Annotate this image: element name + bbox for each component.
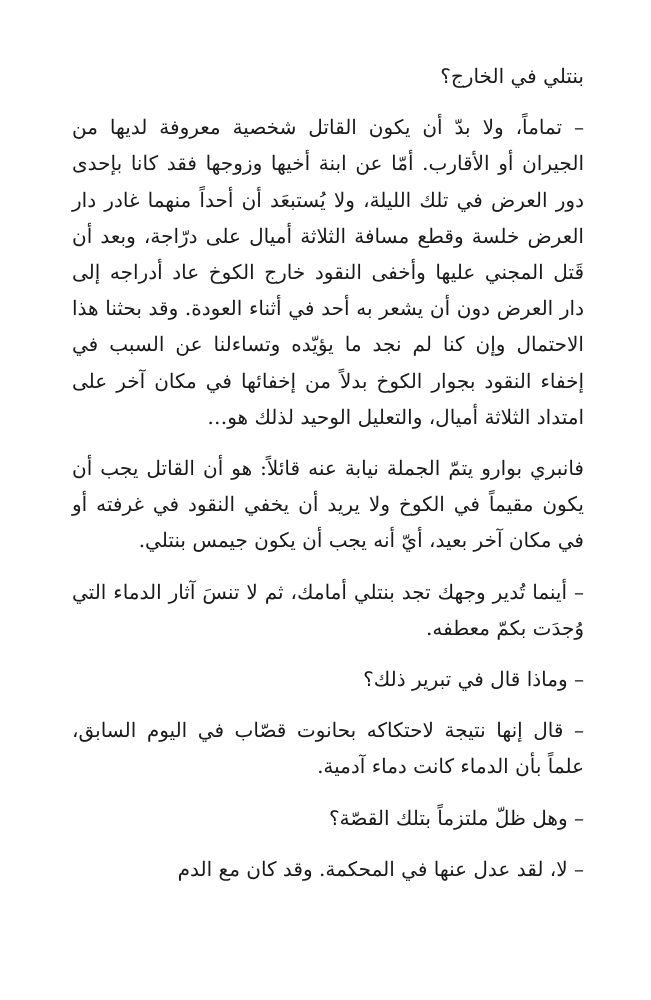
paragraph-1: بنتلي في الخارج؟ <box>440 64 584 88</box>
paragraph-2: – تماماً، ولا بدّ أن يكون القاتل شخصية معروفة لديها من الجيران أو الأقارب. أمّا عن ابنة أخيها وزوجها فقد كانا بإحدى دور العرض في تلك الليلة، ولا يُستبعَد أن أحداً منهما غادر دار العرض خلسة وقطع مسافة الثلاثة أميال على درّاجة، وبعد أن قَتل المجني عليها وأخفى النقود خارج الكوخ عاد أدراجه إلى دار العرض دون أن يشعر به أحد في أثناء العودة. وقد بحثنا هذا الاحتمال وإن كنا لم نجد ما يؤيّده وتساءلنا عن السبب في إخفاء النقود بجوار الكوخ بدلاً من إخفائها في مكان آخر على امتداد الثلاثة أميال، والتعليل الوحيد لذلك هو… <box>72 115 584 429</box>
book-page <box>72 58 584 887</box>
paragraph-3: فانبري بوارو يتمّ الجملة نيابة عنه قائلاً: هو أن القاتل يجب أن يكون مقيماً في الكوخ ولا يريد أن يخفي النقود في غرفته أو في مكان آخر بعيد، أيّ أنه يجب أن يكون جيمس بنتلي. <box>72 456 584 553</box>
paragraph-4: – أينما تُدير وجهك تجد بنتلي أمامك، ثم لا تنسَ آثار الدماء التي وُجدَت بكمّ معطفه. <box>72 579 584 640</box>
paragraph-7: – وهل ظلّ ملتزماً بتلك القصّة؟ <box>329 805 584 830</box>
paragraph-8: – لا، لقد عدل عنها في المحكمة. وقد كان مع الدم <box>177 856 584 881</box>
paragraph-6: – قال إنها نتيجة لاحتكاكه بحانوت قصّاب في اليوم السابق، علماً بأن الدماء كانت دماء آدمية. <box>72 718 584 779</box>
paragraph-5: – وماذا قال في تبرير ذلك؟ <box>363 667 584 692</box>
